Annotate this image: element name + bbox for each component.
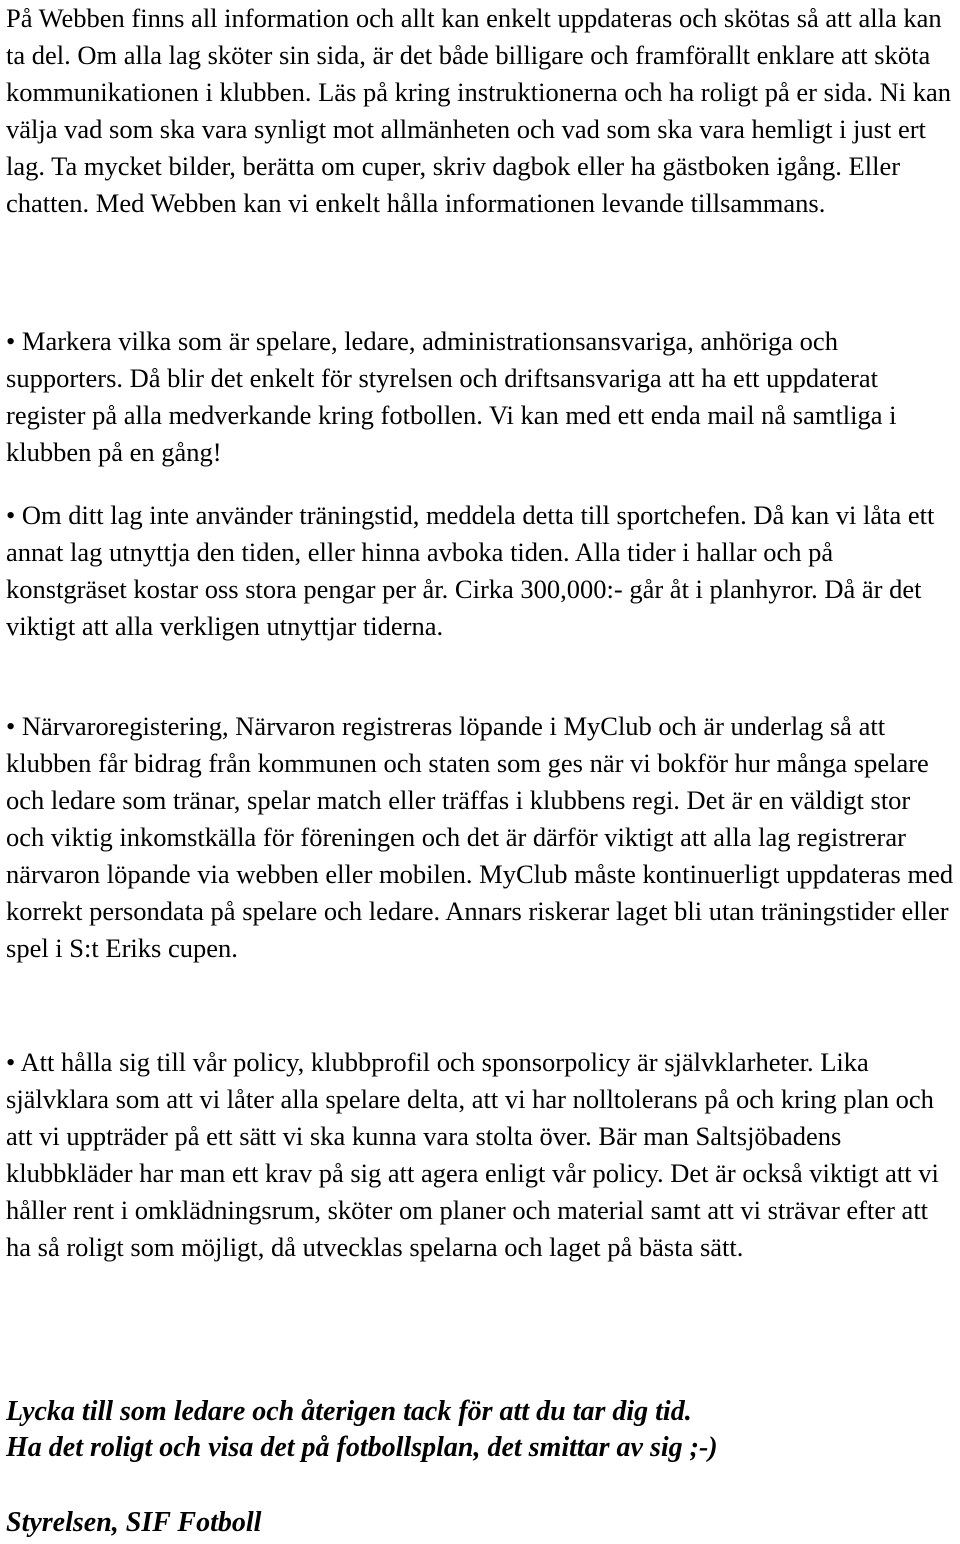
signature: Styrelsen, SIF Fotboll <box>6 1507 262 1538</box>
bullet-item-training-time <box>6 497 954 645</box>
bullet-item-roles <box>6 323 954 471</box>
intro-paragraph: På Webben finns all information och allt kan enkelt uppdateras och skötas så att alla kan ta del. Om alla lag sköter sin sida, är det både billigare och framförallt enklare att sköta kommunikationen i klubben. Läs på kring instruktionerna och ha roligt på er sida. Ni kan välja vad som ska vara synligt mot allmänheten och vad som ska vara hemligt i just ert lag. Ta mycket bilder, berätta om cuper, skriv dagbok eller ha gästboken igång. Eller chatten. Med Webben kan vi enkelt hålla informationen levande tillsammans. <box>6 3 951 218</box>
closing-line-2: Ha det roligt och visa det på fotbollsplan, det smittar av sig ;-) <box>6 1432 718 1463</box>
closing-line-1: Lycka till som ledare och återigen tack för att du tar dig tid. <box>6 1396 692 1427</box>
bullet-item-policy <box>6 1044 954 1266</box>
bullet-text: Närvaroregistering, Närvaron registreras löpande i MyClub och är underlag så att klubben får bidrag från kommunen och staten som ges när vi bokför hur många spelare och ledare som tränar, spelar match eller träffas i klubbens regi. Det är en väldigt stor och viktig inkomstkälla för föreningen och det är därför viktigt att alla lag registrerar närvaron löpande via webben eller mobilen. MyClub måste kontinuerligt uppdateras med korrekt persondata på spelare och ledare. Annars riskerar laget bli utan träningstider eller spel i S:t Eriks cupen. <box>6 711 954 963</box>
bullet-icon: • <box>6 711 16 741</box>
bullet-text: Om ditt lag inte använder träningstid, meddela detta till sportchefen. Då kan vi låta ett annat lag utnyttja den tiden, eller hinna avboka tiden. Alla tider i hallar och på konstgräset kostar oss stora pengar per år. Cirka 300,000:- går åt i planhyror. Då är det viktigt att alla verkligen utnyttjar tiderna. <box>6 500 935 641</box>
bullet-text: Markera vilka som är spelare, ledare, administrationsansvariga, anhöriga och supporters. Då blir det enkelt för styrelsen och driftsansvariga att ha ett uppdaterat register på alla medverkande kring fotbollen. Vi kan med ett enda mail nå samtliga i klubben på en gång! <box>6 326 897 467</box>
bullet-item-attendance <box>6 708 954 967</box>
bullet-icon: • <box>6 500 16 530</box>
bullet-icon: • <box>6 1047 16 1077</box>
bullet-text: Att hålla sig till vår policy, klubbprofil och sponsorpolicy är självklarheter. Lika självklara som att vi låter alla spelare delta, att vi har nolltolerans på och kring plan och att vi uppträder på ett sätt vi ska kunna vara stolta över. Bär man Saltsjöbadens klubbkläder har man ett krav på sig att agera enligt vår policy. Det är också viktigt att vi håller rent i omklädningsrum, sköter om planer och material samt att vi strävar efter att ha så roligt som möjligt, då utvecklas spelarna och laget på bästa sätt. <box>6 1047 939 1262</box>
bullet-icon: • <box>6 326 16 356</box>
